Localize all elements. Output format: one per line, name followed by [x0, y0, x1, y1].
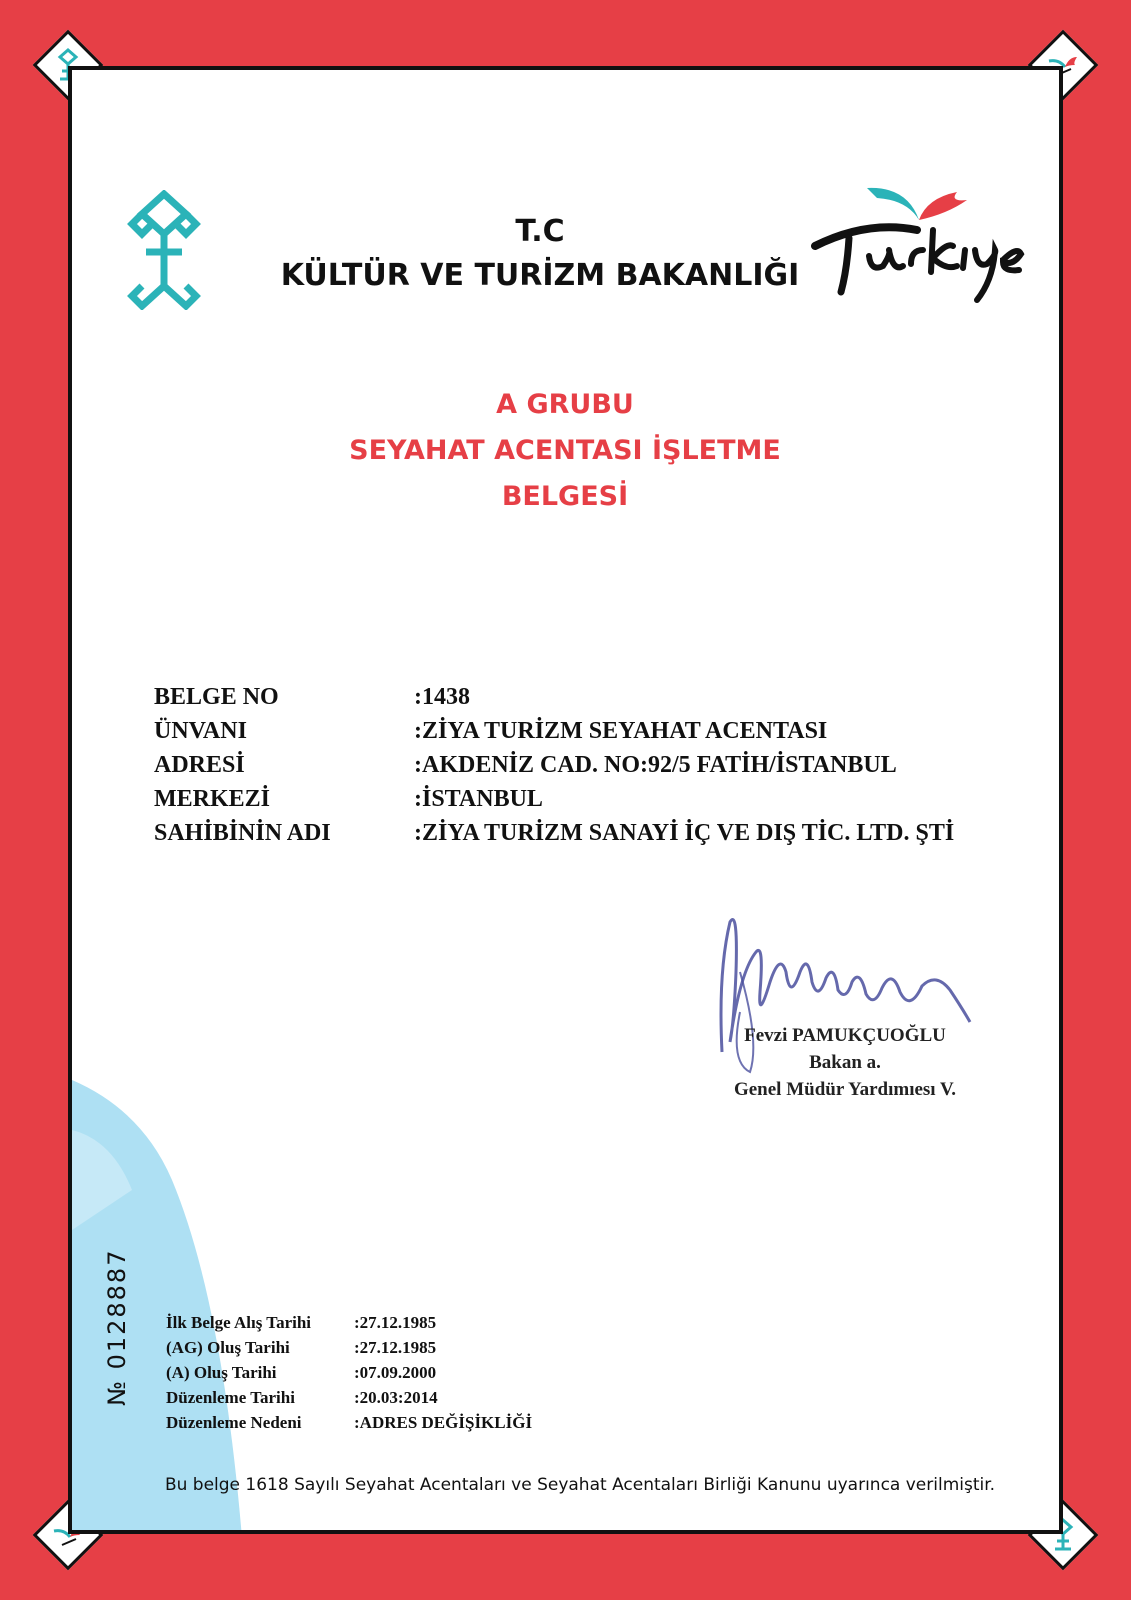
field-row [154, 714, 954, 748]
signatory-name: Fevzi PAMUKÇUOĞLU [744, 1025, 946, 1046]
date-value: :27.12.1985 [354, 1313, 437, 1332]
field-value: :ZİYA TURİZM SANAYİ İÇ VE DIŞ TİC. LTD. ŞTİ [414, 820, 955, 846]
field-label: MERKEZİ [154, 786, 271, 812]
turkiye-brand-logo-icon [807, 180, 1027, 310]
field-label: ÜNVANI [154, 718, 247, 744]
field-value: :1438 [414, 684, 470, 710]
date-label: Düzenleme Tarihi [166, 1388, 295, 1407]
date-label: (A) Oluş Tarihi [166, 1363, 277, 1382]
header-line-2: KÜLTÜR VE TURİZM BAKANLIĞI [280, 258, 800, 293]
date-row [166, 1385, 532, 1410]
date-value: :20.03:2014 [354, 1388, 438, 1407]
date-row [166, 1410, 532, 1435]
field-row [154, 816, 954, 850]
footer-legal-note: Bu belge 1618 Sayılı Seyahat Acentaları ve Seyahat Acentaları Birliği Kanunu uyarınca verilmiştir. [164, 1475, 996, 1495]
field-value: :AKDENİZ CAD. NO:92/5 FATİH/İSTANBUL [414, 752, 897, 778]
field-value: :ZİYA TURİZM SEYAHAT ACENTASI [414, 718, 828, 744]
title-line-3: BELGESİ [501, 481, 629, 512]
date-label: Düzenleme Nedeni [166, 1413, 302, 1432]
header-line-1: T.C [515, 214, 565, 249]
certificate-fields [154, 680, 954, 850]
signature-block [700, 912, 990, 1112]
field-row [154, 680, 954, 714]
field-row [154, 782, 954, 816]
title-line-2: SEYAHAT ACENTASI İŞLETME [349, 435, 781, 466]
ministry-header [250, 210, 830, 298]
date-row [166, 1335, 532, 1360]
date-row [166, 1310, 532, 1335]
date-label: İlk Belge Alış Tarihi [166, 1313, 312, 1332]
date-value: :27.12.1985 [354, 1338, 437, 1357]
field-label: SAHİBİNİN ADI [154, 820, 331, 846]
signatory-role-2: Genel Müdür Yardımıesı V. [733, 1079, 957, 1100]
signatory [700, 1022, 990, 1103]
date-row [166, 1360, 532, 1385]
field-label: BELGE NO [154, 684, 279, 710]
date-value: :07.09.2000 [354, 1363, 437, 1382]
date-label: (AG) Oluş Tarihi [166, 1338, 290, 1357]
field-label: ADRESİ [154, 752, 245, 778]
date-value: :ADRES DEĞİŞİKLİĞİ [354, 1413, 533, 1432]
field-row [154, 748, 954, 782]
ministry-knot-emblem-icon [124, 190, 204, 310]
serial-number-text: № 0128887 [103, 1248, 131, 1406]
dates-block [166, 1310, 532, 1435]
field-value: :İSTANBUL [414, 786, 543, 812]
document-title [260, 382, 870, 520]
title-line-1: A GRUBU [496, 389, 634, 420]
serial-number [100, 1248, 134, 1562]
signatory-role-1: Bakan a. [809, 1052, 881, 1073]
